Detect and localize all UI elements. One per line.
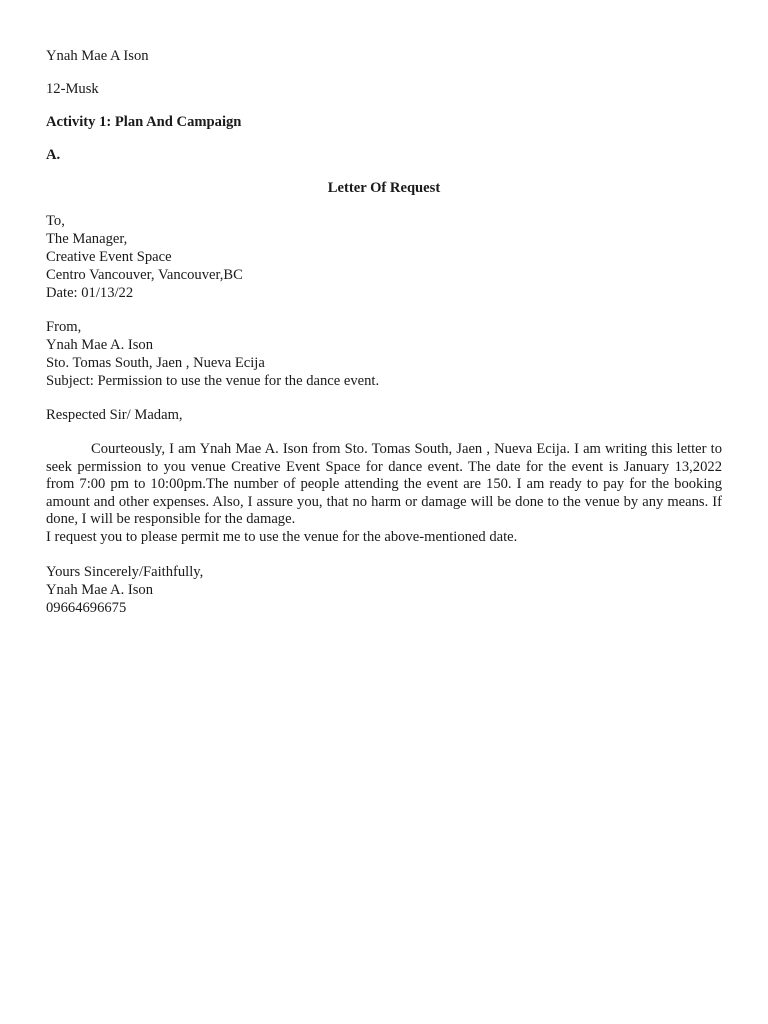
closing-block bbox=[46, 563, 722, 617]
sender-address: Sto. Tomas South, Jaen , Nueva Ecija bbox=[46, 355, 265, 371]
recipient-title: The Manager, bbox=[46, 231, 128, 247]
letter-subject: Subject: Permission to use the venue for the dance event. bbox=[46, 373, 380, 389]
letter-date: Date: 01/13/22 bbox=[46, 285, 134, 301]
part-label: A. bbox=[46, 147, 61, 163]
letter-request-line: I request you to please permit me to use the venue for the above-mentioned date. bbox=[46, 528, 518, 545]
section-label: 12-Musk bbox=[46, 81, 99, 97]
recipient-company: Creative Event Space bbox=[46, 249, 172, 265]
sign-off: Yours Sincerely/Faithfully, bbox=[46, 563, 204, 580]
document-page bbox=[46, 47, 722, 617]
from-label: From, bbox=[46, 319, 82, 335]
letter-title: Letter Of Request bbox=[327, 180, 441, 196]
recipient-block bbox=[46, 212, 722, 302]
signatory-name: Ynah Mae A. Ison bbox=[46, 581, 154, 598]
recipient-address: Centro Vancouver, Vancouver,BC bbox=[46, 267, 243, 283]
activity-heading: Activity 1: Plan And Campaign bbox=[46, 114, 242, 130]
salutation: Respected Sir/ Madam, bbox=[46, 407, 183, 423]
sender-name: Ynah Mae A. Ison bbox=[46, 337, 154, 353]
letter-body-paragraph: Courteously, I am Ynah Mae A. Ison from Sto. Tomas South, Jaen , Nueva Ecija. I am writing this letter to seek permission to you venue Creative Event Space for dance event. The date for the event is January 13,2022 from 7:00 pm to 10:00pm.The number of people attending the event are 150. I am ready to pay for the booking amount and other expenses. Also, I assure you, that no harm or damage will be done to the venue by any means. If done, I will be responsible for the damage. bbox=[46, 441, 722, 528]
phone-number: 09664696675 bbox=[46, 599, 127, 616]
to-label: To, bbox=[46, 213, 65, 229]
student-name: Ynah Mae A Ison bbox=[46, 48, 149, 64]
sender-block bbox=[46, 318, 722, 390]
